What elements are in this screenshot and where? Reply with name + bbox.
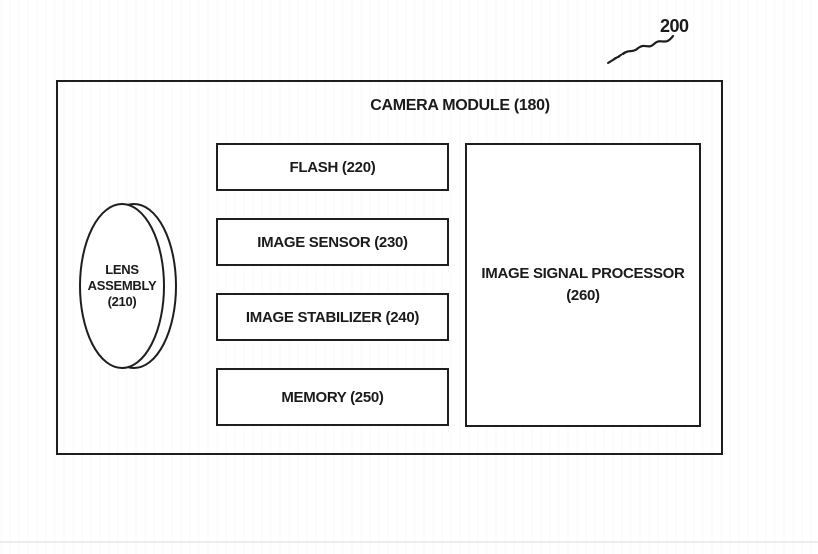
image-stabilizer-box bbox=[216, 293, 449, 341]
squiggle-arrow-icon bbox=[601, 31, 679, 67]
lens-label-line1: LENS bbox=[105, 261, 139, 277]
flash-label: FLASH (220) bbox=[289, 158, 376, 176]
image-stabilizer-label: IMAGE STABILIZER (240) bbox=[245, 308, 420, 326]
image-sensor-box bbox=[216, 218, 449, 266]
image-sensor-label: IMAGE SENSOR (230) bbox=[257, 233, 408, 251]
camera-module-label: CAMERA MODULE (180) bbox=[370, 97, 550, 114]
figure-reference-number: 200 bbox=[660, 16, 689, 36]
lens-assembly-label bbox=[76, 200, 168, 372]
isp-label-line1: IMAGE SIGNAL PROCESSOR bbox=[481, 264, 685, 282]
memory-box bbox=[216, 368, 449, 426]
isp-label-line2: (260) bbox=[566, 287, 600, 304]
lens-label-line3: (210) bbox=[107, 294, 137, 310]
lens-assembly bbox=[76, 200, 180, 372]
lens-label-line2: ASSEMBLY bbox=[87, 277, 157, 293]
image-signal-processor-box bbox=[465, 143, 701, 427]
memory-label: MEMORY (250) bbox=[281, 388, 384, 406]
scan-artifact-line bbox=[0, 541, 818, 543]
flash-box bbox=[216, 143, 449, 191]
